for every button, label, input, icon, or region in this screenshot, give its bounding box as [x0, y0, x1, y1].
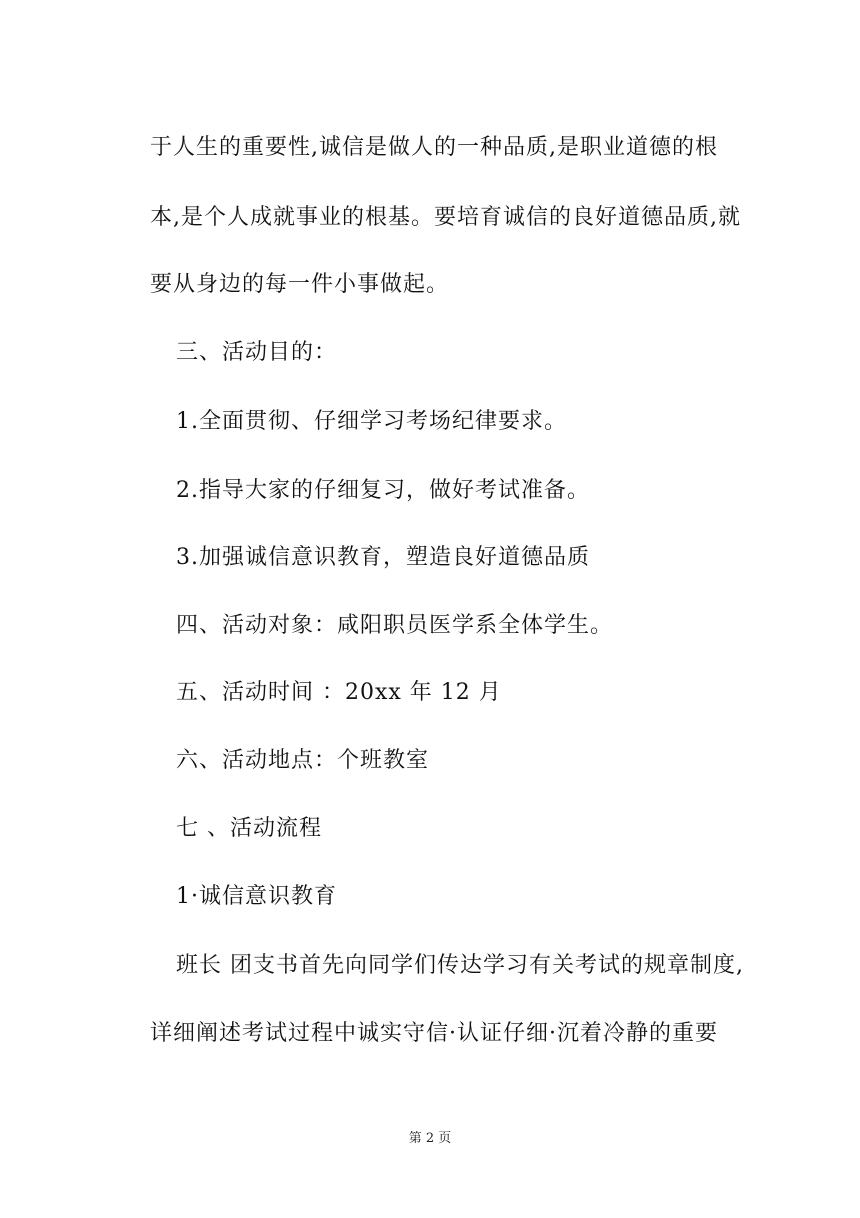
- section-heading: 三、活动目的：: [176, 340, 338, 365]
- sub-heading: 1·诚信意识教育: [176, 884, 337, 909]
- page-number: 第 2 页: [408, 1131, 452, 1146]
- section-heading: 五、活动时间 ：20xx 年 12 月: [176, 680, 502, 705]
- section-heading: 四、活动对象：咸阳职员医学系全体学生。: [176, 613, 614, 638]
- section-heading: 七 、活动流程: [176, 816, 322, 841]
- body-text-line: 要从身边的每一件小事做起。: [150, 272, 450, 297]
- list-item: 1.全面贯彻、仔细学习考场纪律要求。: [176, 409, 567, 434]
- body-text-line: 于人生的重要性,诚信是做人的一种品质,是职业道德的根: [150, 135, 718, 160]
- section-heading: 六、活动地点：个班教室: [176, 748, 430, 773]
- list-item: 2.指导大家的仔细复习，做好考试准备。: [176, 478, 590, 503]
- list-item: 3.加强诚信意识教育，塑造良好道德品质: [176, 545, 590, 570]
- body-text-line: 本,是个人成就事业的根基。要培育诚信的良好道德品质,就: [150, 205, 741, 230]
- body-text-line: 班长 团支书首先向同学们传达学习有关考试的规章制度,: [176, 953, 744, 978]
- body-text-line: 详细阐述考试过程中诚实守信·认证仔细·沉着冷静的重要: [150, 1021, 718, 1046]
